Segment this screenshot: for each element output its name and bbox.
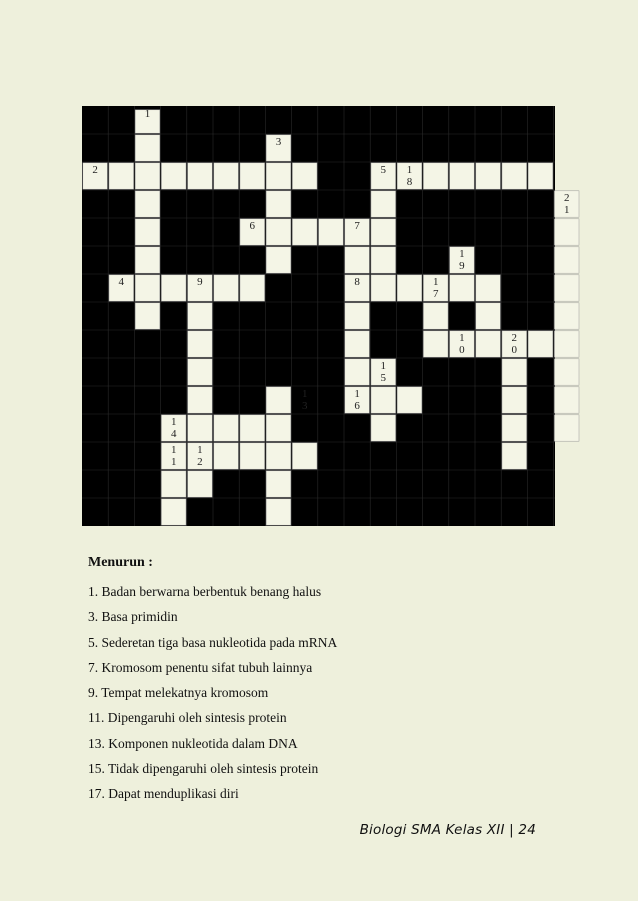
crossword-cell[interactable] [135, 191, 160, 217]
clue-item: 17. Dapat menduplikasi diri [88, 786, 239, 802]
crossword-cell[interactable] [371, 219, 396, 245]
crossword-cell[interactable] [554, 247, 579, 273]
clue-number: 2 [92, 164, 98, 176]
crossword-cell[interactable] [135, 135, 160, 161]
clue-number: 9 [459, 260, 465, 272]
crossword-cell[interactable] [423, 331, 448, 357]
clue-number: 2 [197, 456, 203, 468]
crossword-cell[interactable] [371, 275, 396, 301]
clue-number: 3 [301, 400, 308, 412]
crossword-cell[interactable] [476, 303, 501, 329]
clue-number: 7 [432, 288, 439, 300]
crossword-cell[interactable] [161, 471, 186, 497]
crossword-cell[interactable] [528, 331, 553, 357]
crossword-cell[interactable] [554, 275, 579, 301]
crossword-cell[interactable] [135, 163, 160, 189]
clue-number: 6 [354, 400, 360, 412]
crossword-cell[interactable] [188, 415, 213, 441]
crossword-cell[interactable] [292, 163, 317, 189]
crossword-cell[interactable] [135, 275, 160, 301]
clue-number: 0 [459, 344, 465, 356]
crossword-cell[interactable] [135, 219, 160, 245]
clue-number: 1 [301, 388, 308, 400]
clue-number: 0 [511, 344, 518, 356]
crossword-cell[interactable] [292, 219, 317, 245]
crossword-grid [82, 106, 570, 526]
clue-number: 9 [197, 276, 203, 288]
page-number: 24 [518, 822, 536, 838]
crossword-cell[interactable] [554, 359, 579, 385]
crossword-cell[interactable] [371, 247, 396, 273]
crossword-cell[interactable] [528, 163, 553, 189]
crossword-cell[interactable] [266, 471, 291, 497]
crossword-cell[interactable] [214, 415, 239, 441]
crossword-cell[interactable] [214, 163, 239, 189]
crossword-cell[interactable] [476, 163, 501, 189]
crossword-cell[interactable] [345, 247, 370, 273]
crossword-cell[interactable] [371, 387, 396, 413]
clue-number: 1 [354, 388, 360, 400]
crossword-cell[interactable] [109, 163, 134, 189]
clue-item: 13. Komponen nukleotida dalam DNA [88, 735, 298, 751]
crossword-cell[interactable] [135, 247, 160, 273]
clue-number: 1 [459, 248, 465, 260]
clue-number: 1 [406, 164, 413, 176]
crossword-cell[interactable] [476, 275, 501, 301]
crossword-cell[interactable] [554, 415, 579, 441]
crossword-cell[interactable] [214, 275, 239, 301]
crossword-cell[interactable] [188, 359, 213, 385]
crossword-cell[interactable] [240, 275, 265, 301]
crossword-cell[interactable] [450, 163, 475, 189]
crossword-cell[interactable] [345, 331, 370, 357]
crossword-cell[interactable] [188, 331, 213, 357]
crossword-cell[interactable] [502, 359, 527, 385]
clue-number: 2 [511, 332, 518, 344]
crossword-cell[interactable] [476, 331, 501, 357]
clue-number: 2 [563, 192, 570, 204]
crossword-cell[interactable] [554, 303, 579, 329]
clue-number: 1 [459, 332, 465, 344]
book-title: Biologi SMA Kelas XII [359, 822, 505, 838]
crossword-cell[interactable] [450, 275, 475, 301]
crossword-cell[interactable] [423, 163, 448, 189]
crossword-cell[interactable] [292, 443, 317, 469]
page-footer [360, 822, 536, 838]
clue-number: 5 [380, 372, 387, 384]
clue-number: 1 [432, 276, 439, 288]
crossword-cell[interactable] [188, 471, 213, 497]
crossword-cell[interactable] [554, 331, 579, 357]
crossword-cell[interactable] [371, 191, 396, 217]
crossword-cell[interactable] [161, 163, 186, 189]
clue-number: 3 [275, 136, 282, 148]
clue-item: 7. Kromosom penentu sifat tubuh lainnya [88, 659, 313, 675]
clue-number: 1 [144, 108, 151, 120]
clue-item: 15. Tidak dipengaruhi oleh sintesis protein [88, 761, 319, 777]
clue-item: 11. Dipengaruhi oleh sintesis protein [88, 710, 287, 726]
clue-number: 1 [170, 416, 177, 428]
crossword-cell[interactable] [502, 163, 527, 189]
crossword-cell[interactable] [161, 499, 186, 525]
clue-number: 4 [118, 276, 125, 288]
clues-heading: Menurun : [88, 555, 153, 570]
crossword-cell[interactable] [188, 387, 213, 413]
crossword-cell[interactable] [397, 387, 422, 413]
crossword-cell[interactable] [240, 443, 265, 469]
clue-number: 6 [249, 220, 256, 232]
crossword-cell[interactable] [161, 275, 186, 301]
clues-section [88, 554, 558, 811]
crossword-cell[interactable] [397, 275, 422, 301]
crossword-cell[interactable] [371, 415, 396, 441]
crossword-cell[interactable] [266, 499, 291, 525]
crossword-cell[interactable] [319, 219, 344, 245]
clue-item: 5. Sederetan tiga basa nukleotida pada mRNA [88, 634, 338, 650]
crossword-cell[interactable] [188, 163, 213, 189]
crossword-cell[interactable] [502, 443, 527, 469]
crossword-cell[interactable] [266, 247, 291, 273]
clue-item: 3. Basa primidin [88, 609, 178, 625]
clue-item: 1. Badan berwarna berbentuk benang halus [88, 584, 322, 599]
crossword-cell[interactable] [266, 443, 291, 469]
crossword-cell[interactable] [502, 415, 527, 441]
crossword-cell[interactable] [554, 387, 579, 413]
crossword-cell[interactable] [345, 303, 370, 329]
clue-number: 1 [380, 360, 387, 372]
clue-item: 9. Tempat melekatnya kromosom [88, 685, 269, 701]
crossword-cell[interactable] [240, 163, 265, 189]
clue-number: 1 [197, 444, 203, 456]
crossword-svg [82, 106, 570, 526]
crossword-cell[interactable] [214, 443, 239, 469]
clue-number: 5 [380, 164, 387, 176]
crossword-cell[interactable] [188, 303, 213, 329]
clue-number: 8 [406, 176, 413, 188]
crossword-cell[interactable] [554, 219, 579, 245]
crossword-cell[interactable] [423, 303, 448, 329]
footer-separator: | [509, 822, 514, 838]
clue-number: 8 [354, 276, 360, 288]
crossword-cell[interactable] [502, 387, 527, 413]
crossword-cell[interactable] [266, 191, 291, 217]
crossword-cell[interactable] [240, 415, 265, 441]
crossword-cell[interactable] [345, 359, 370, 385]
clue-number: 7 [354, 220, 360, 232]
clue-number: 1 [563, 204, 570, 216]
crossword-cell[interactable] [266, 387, 291, 413]
clue-number: 1 [170, 444, 177, 456]
crossword-cell[interactable] [266, 219, 291, 245]
clue-number: 4 [170, 428, 177, 440]
crossword-cell[interactable] [266, 415, 291, 441]
clue-number: 1 [170, 456, 177, 468]
crossword-cell[interactable] [135, 303, 160, 329]
crossword-cell[interactable] [266, 163, 291, 189]
